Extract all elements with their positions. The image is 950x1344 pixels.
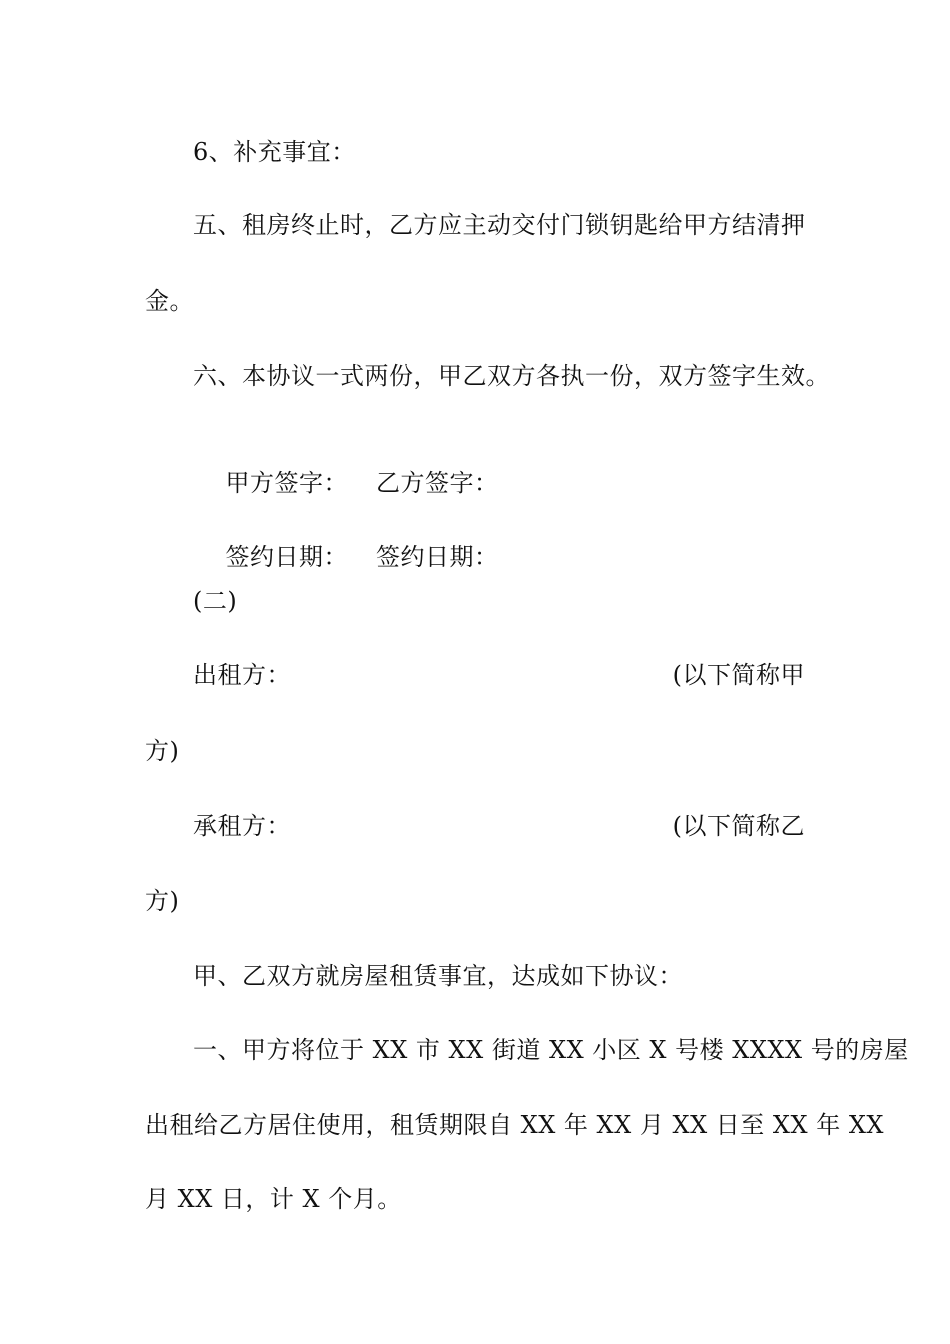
section-heading-two: (二): [193, 587, 238, 615]
date-row: [193, 509, 499, 605]
lessor-abbreviation-end: 方): [145, 737, 180, 765]
party-a-signature-label: 甲方签字：: [225, 469, 349, 497]
lessee-abbreviation-end: 方): [145, 887, 180, 915]
clause-5-line-1: 五、租房终止时，乙方应主动交付门锁钥匙给甲方结清押: [193, 211, 806, 239]
clause-6-copies: 六、本协议一式两份，甲乙双方各执一份，双方签字生效。: [193, 362, 830, 390]
clause-1-line-3: 月 XX 日，计 X 个月。: [145, 1185, 402, 1213]
party-b-signature-label: 乙方签字：: [376, 469, 499, 497]
party-b-date-label: 签约日期：: [376, 543, 499, 571]
lessee-label: 承租方：: [193, 812, 291, 840]
clause-6-supplement: 6、补充事宜：: [193, 138, 356, 166]
lessee-abbreviation-note: (以下简称乙: [672, 812, 805, 840]
clause-1-line-1: 一、甲方将位于 XX 市 XX 街道 XX 小区 X 号楼 XXXX 号的房屋: [193, 1036, 909, 1064]
lessor-label: 出租方：: [193, 661, 291, 689]
clause-5-line-2: 金。: [145, 287, 194, 315]
lessor-abbreviation-note: (以下简称甲: [672, 661, 805, 689]
clause-1-line-2: 出租给乙方居住使用，租赁期限自 XX 年 XX 月 XX 日至 XX 年 XX: [145, 1111, 885, 1139]
party-a-date-label: 签约日期：: [225, 543, 349, 571]
agreement-intro: 甲、乙双方就房屋租赁事宜，达成如下协议：: [193, 962, 683, 990]
